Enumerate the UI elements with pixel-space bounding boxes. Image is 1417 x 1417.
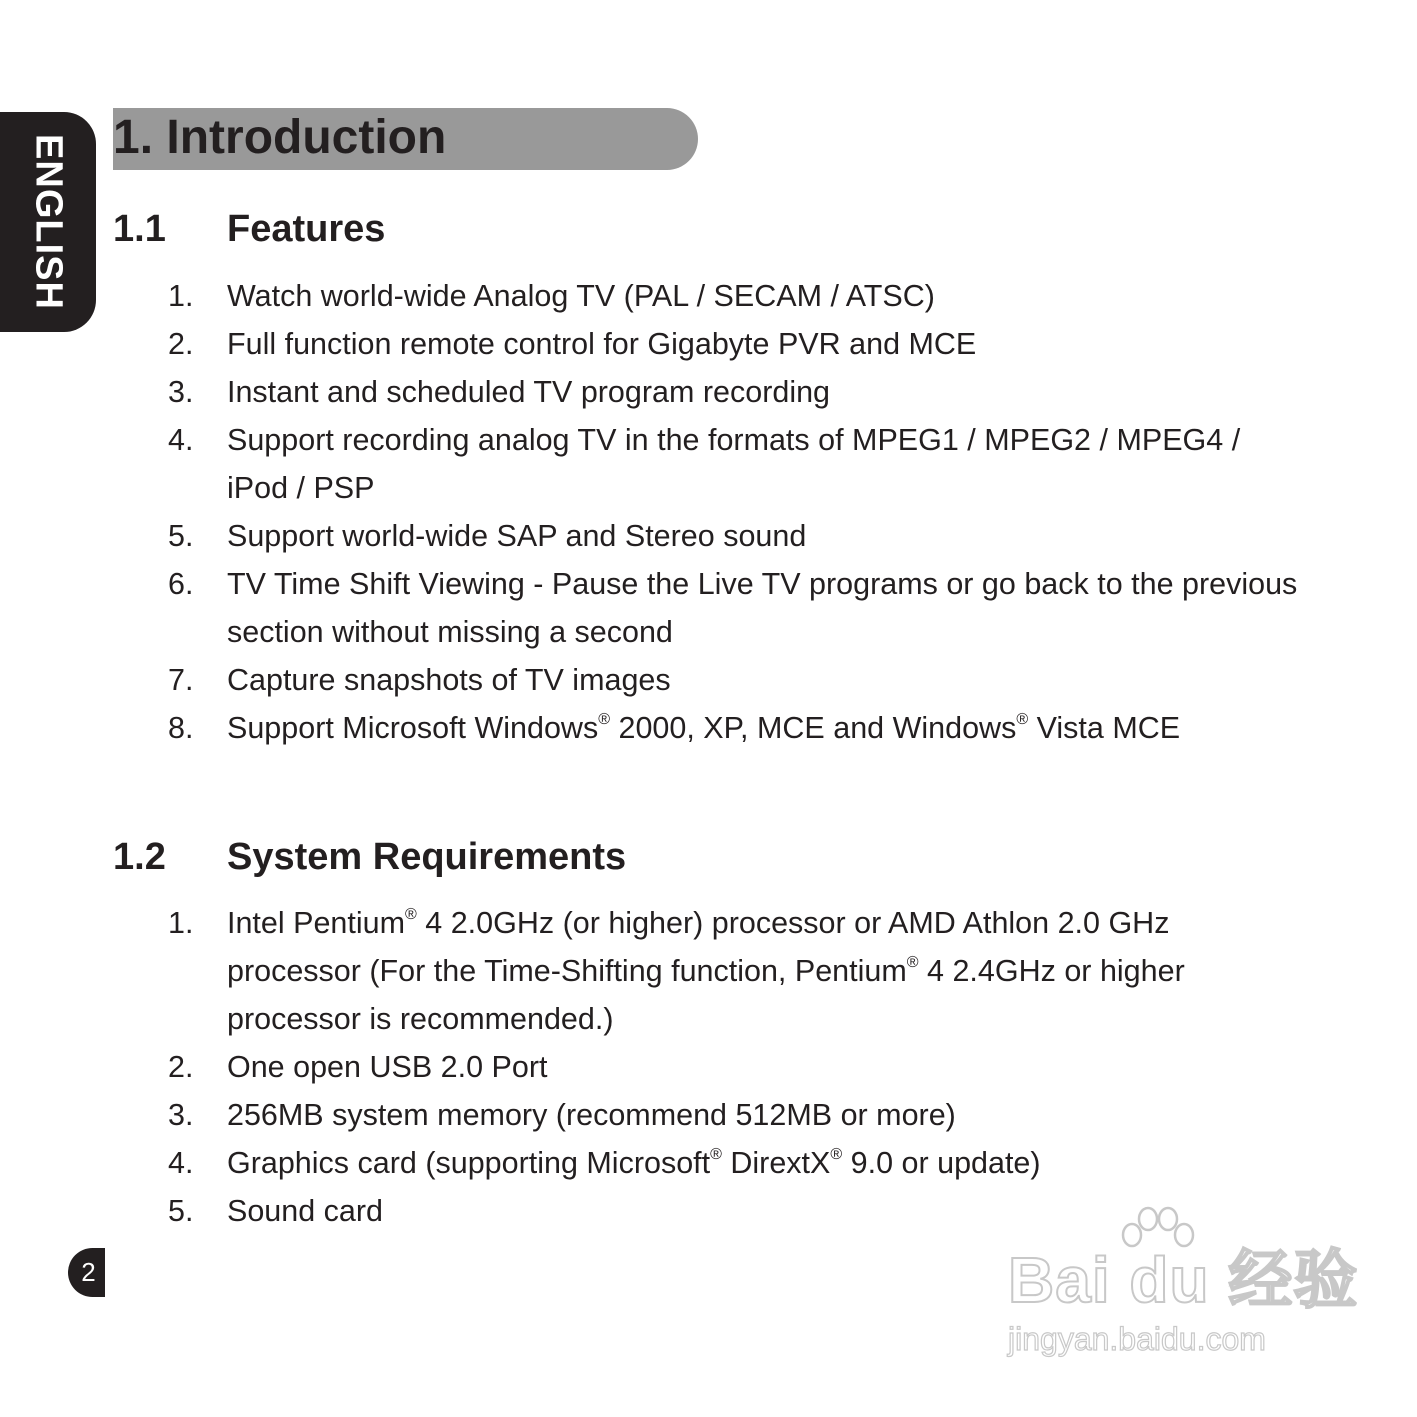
chapter-title: 1. Introduction: [113, 111, 447, 164]
page-number: 2: [68, 1248, 105, 1297]
list-item-text: Support Microsoft Windows® 2000, XP, MCE and Windows® Vista MCE: [227, 711, 1181, 745]
list-item-text: Intel Pentium® 4 2.0GHz (or higher) processor or AMD Athlon 2.0 GHz processor (For the Time-Shifting function, Pentium® 4 2.4GHz or higher processor is recommended.): [227, 906, 1185, 1036]
list-item: [168, 416, 1308, 512]
section-title: System Requirements: [227, 836, 627, 878]
list-item-index: 3.: [168, 375, 194, 409]
watermark-url: jingyan.baidu.com: [1008, 1321, 1266, 1357]
list-item: [168, 704, 1308, 752]
list-item-text: One open USB 2.0 Port: [227, 1050, 548, 1084]
baidu-watermark: [1000, 1205, 1359, 1365]
list-item-index: 1.: [168, 279, 194, 313]
section-heading-features: [113, 207, 385, 251]
list-item: [168, 512, 1308, 560]
list-item-index: 5.: [168, 519, 194, 553]
list-item-text: Sound card: [227, 1194, 383, 1228]
list-item-text: Full function remote control for Gigabyte PVR and MCE: [227, 327, 977, 361]
list-item-text: Support world-wide SAP and Stereo sound: [227, 519, 807, 553]
features-list: [168, 272, 1308, 752]
list-item-text: Graphics card (supporting Microsoft® DirextX® 9.0 or update): [227, 1146, 1041, 1180]
registered-mark: ®: [598, 711, 611, 728]
list-item: [168, 1091, 1308, 1139]
list-item: [168, 899, 1308, 1043]
language-tab: [0, 112, 96, 332]
list-item-index: 4.: [168, 1146, 194, 1180]
language-tab-label: ENGLISH: [27, 134, 70, 310]
registered-mark: ®: [830, 1146, 843, 1163]
registered-mark: ®: [906, 954, 919, 971]
section-title: Features: [227, 208, 386, 250]
list-item: [168, 656, 1308, 704]
list-item-index: 8.: [168, 711, 194, 745]
list-item: [168, 320, 1308, 368]
list-item-index: 7.: [168, 663, 194, 697]
list-item: [168, 560, 1308, 656]
registered-mark: ®: [1016, 711, 1029, 728]
list-item-text: TV Time Shift Viewing - Pause the Live TV programs or go back to the previous section without missing a second: [227, 567, 1298, 649]
list-item-index: 5.: [168, 1194, 194, 1228]
list-item: [168, 272, 1308, 320]
list-item-index: 6.: [168, 567, 194, 601]
list-item: [168, 1139, 1308, 1187]
list-item-text: Watch world-wide Analog TV (PAL / SECAM / ATSC): [227, 279, 935, 313]
list-item-text: Support recording analog TV in the formats of MPEG1 / MPEG2 / MPEG4 / iPod / PSP: [227, 423, 1241, 505]
list-item-index: 4.: [168, 423, 194, 457]
list-item-index: 3.: [168, 1098, 194, 1132]
watermark-logo: Bai du 经验: [1008, 1244, 1359, 1316]
list-item-index: 1.: [168, 906, 194, 940]
system-requirements-list: [168, 899, 1308, 1235]
section-number: 1.1: [113, 208, 166, 250]
list-item: [168, 1043, 1308, 1091]
list-item-text: 256MB system memory (recommend 512MB or more): [227, 1098, 956, 1132]
list-item-text: Instant and scheduled TV program recording: [227, 375, 831, 409]
registered-mark: ®: [405, 906, 417, 923]
list-item-text: Capture snapshots of TV images: [227, 663, 671, 697]
list-item: [168, 368, 1308, 416]
registered-mark: ®: [710, 1146, 722, 1163]
section-number: 1.2: [113, 836, 166, 878]
section-heading-system-requirements: [113, 835, 626, 879]
list-item-index: 2.: [168, 1050, 194, 1084]
list-item-index: 2.: [168, 327, 194, 361]
